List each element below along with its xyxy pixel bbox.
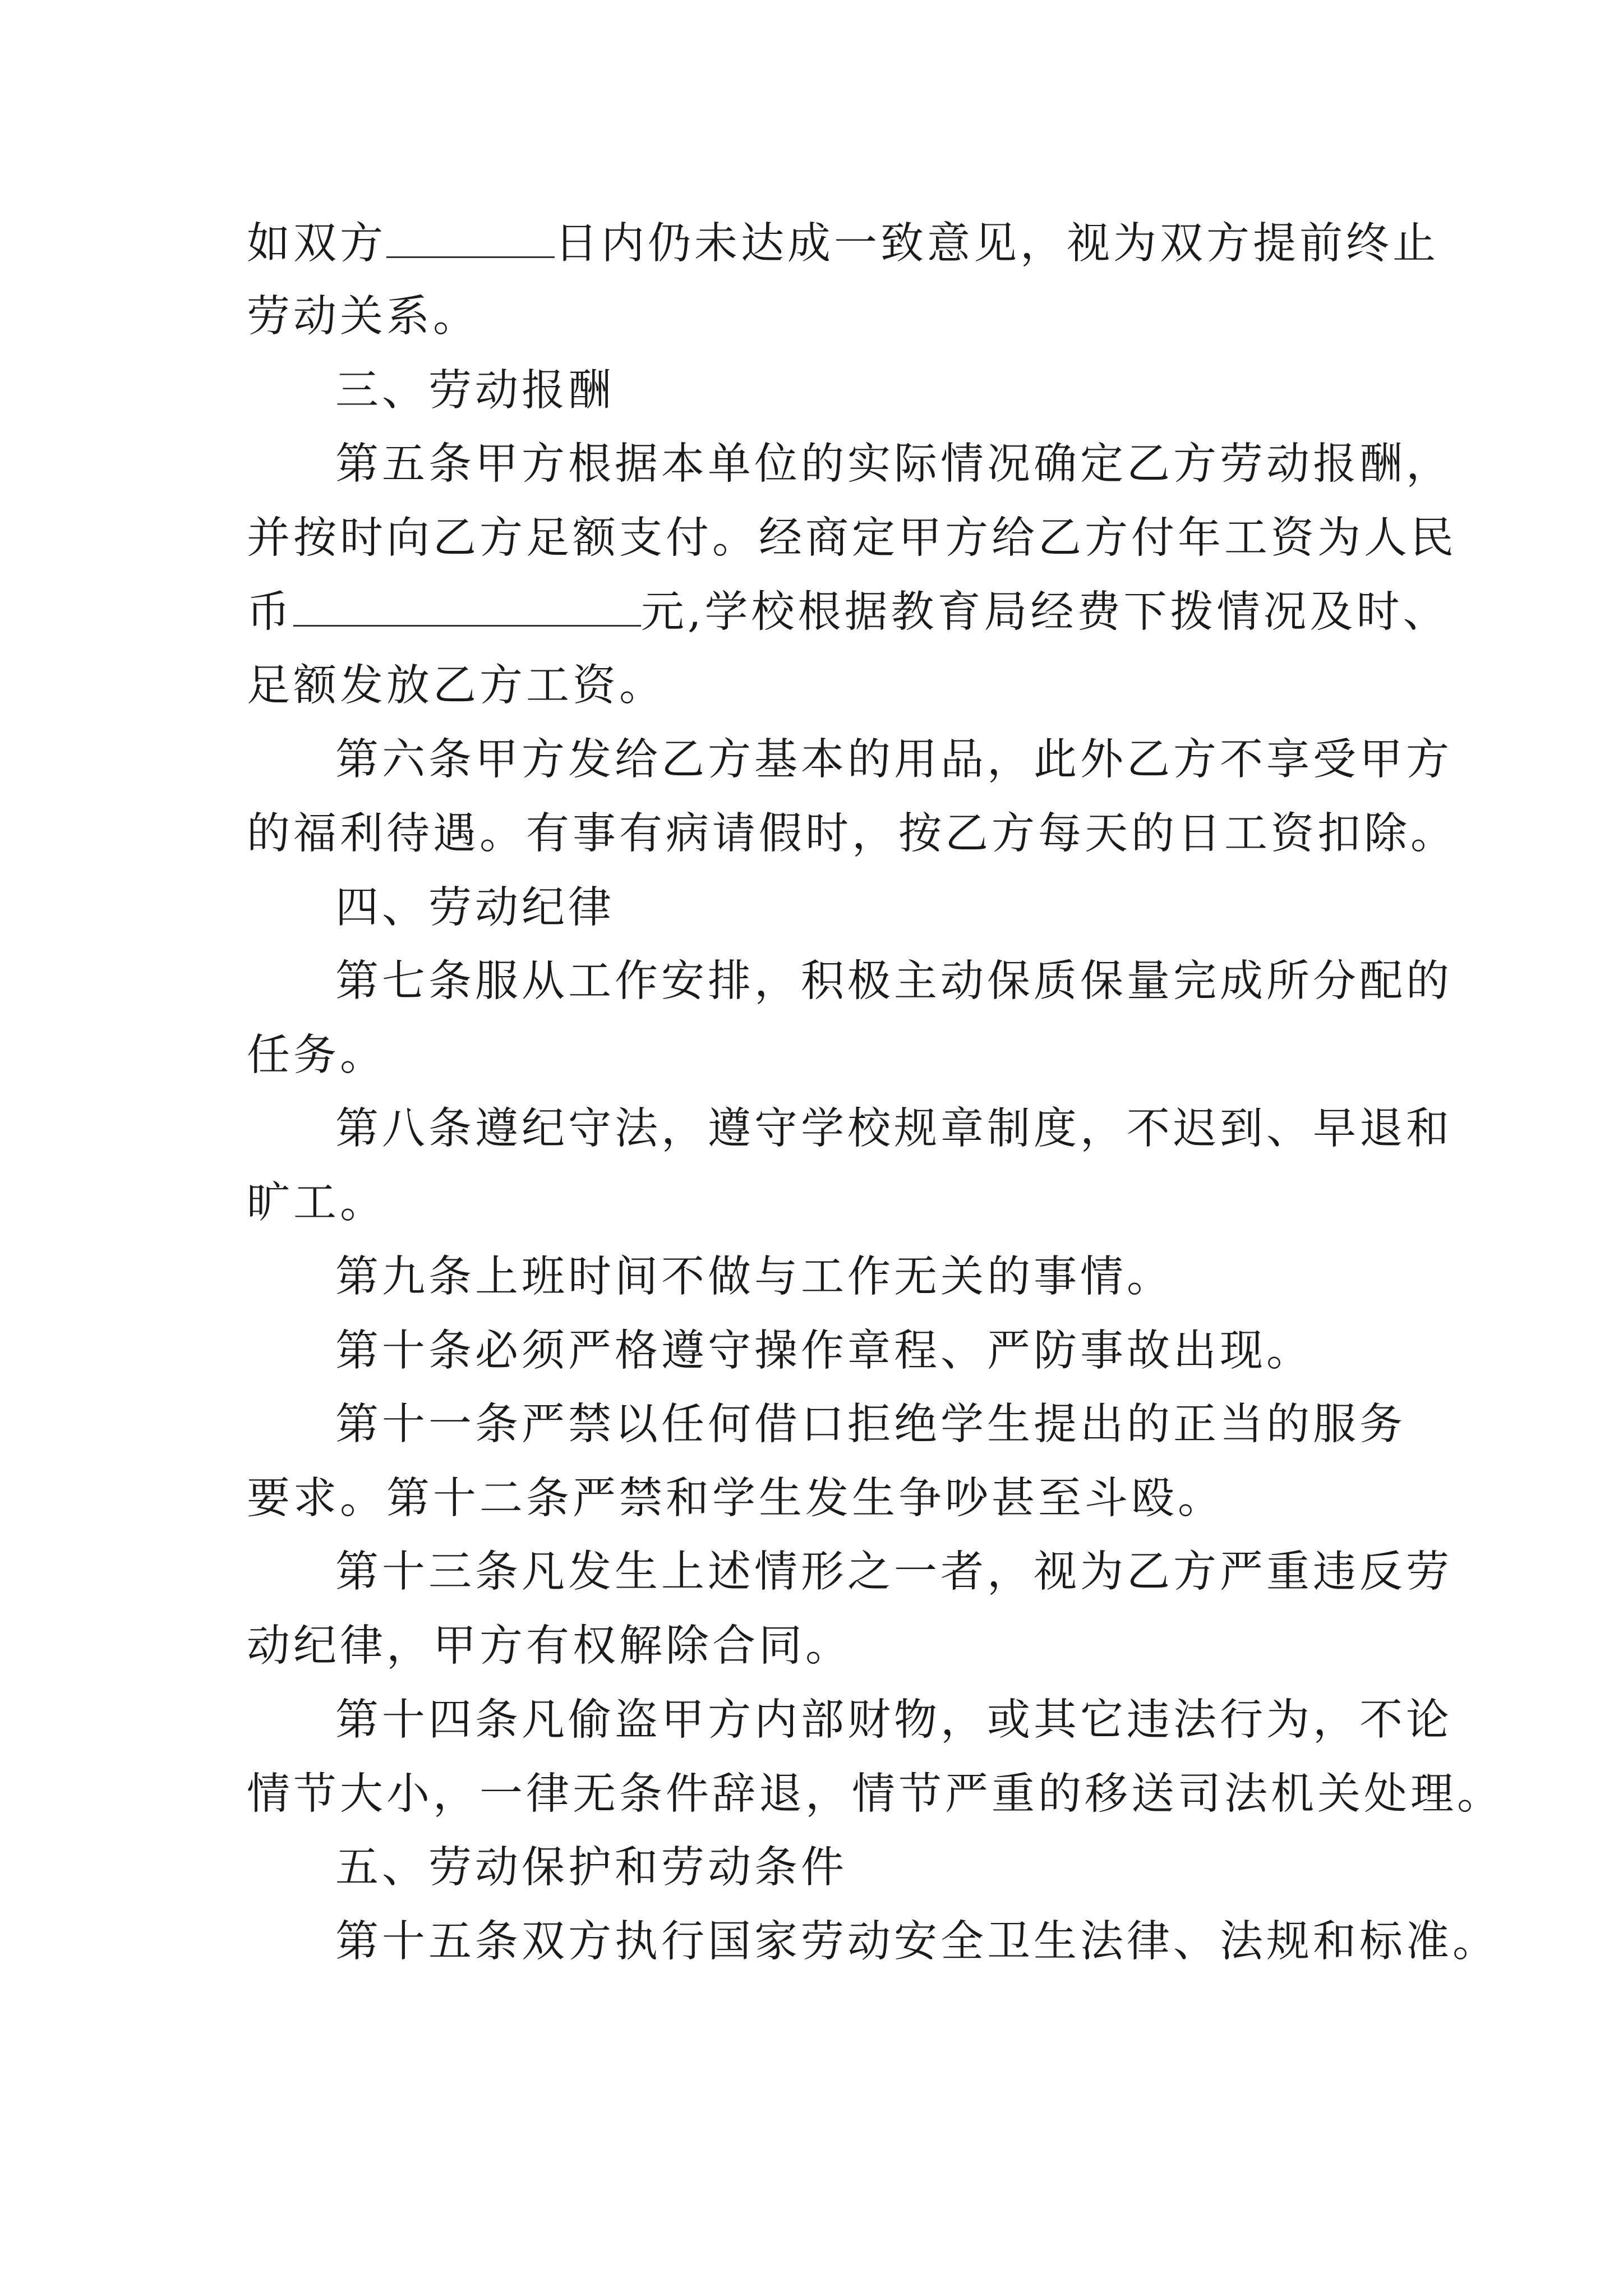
paragraph-line: 动纪律，甲方有权解除合同。 — [247, 1621, 852, 1671]
paragraph-line: 第九条上班时间不做与工作无关的事情。 — [335, 1252, 1173, 1302]
paragraph-line: 足额发放乙方工资。 — [247, 661, 666, 711]
fill-in-blank-salary[interactable] — [293, 586, 641, 627]
paragraph-line: 任务。 — [247, 1030, 386, 1080]
fill-in-blank-days[interactable] — [386, 217, 555, 258]
text-segment: 日内仍未达成一致意见，视为双方提前终止 — [555, 219, 1439, 269]
paragraph-line: 第十四条凡偷盗甲方内部财物，或其它违法行为，不论 — [335, 1695, 1453, 1745]
paragraph-line: 第十三条凡发生上述情形之一者，视为乙方严重违反劳 — [335, 1547, 1453, 1597]
section-heading: 三、劳动报酬 — [335, 366, 615, 416]
section-heading: 四、劳动纪律 — [335, 883, 615, 933]
paragraph-line: 旷工。 — [247, 1178, 386, 1228]
paragraph-line: 的福利待遇。有事有病请假时，按乙方每天的日工资扣除。 — [247, 809, 1457, 859]
paragraph-line: 第六条甲方发给乙方基本的用品，此外乙方不享受甲方 — [335, 735, 1453, 785]
text-segment: 如双方 — [247, 219, 386, 269]
paragraph-line: 第十五条双方执行国家劳动安全卫生法律、法规和标准。 — [335, 1917, 1499, 1967]
paragraph-line: 第八条遵纪守法，遵守学校规章制度，不迟到、早退和 — [335, 1104, 1453, 1154]
paragraph-line — [247, 210, 1439, 278]
paragraph-line: 情节大小，一律无条件辞退，情节严重的移送司法机关处理。 — [247, 1769, 1504, 1819]
paragraph-line: 并按时向乙方足额支付。经商定甲方给乙方付年工资为人民 — [247, 513, 1457, 563]
text-segment: 币 — [247, 587, 293, 637]
section-heading: 五、劳动保护和劳动条件 — [335, 1843, 847, 1893]
paragraph-line: 第七条服从工作安排，积极主动保质保量完成所分配的 — [335, 956, 1453, 1006]
paragraph-line — [247, 579, 1450, 646]
paragraph-line: 劳动关系。 — [247, 292, 479, 342]
text-segment: 元,学校根据教育局经费下拨情况及时、 — [641, 587, 1450, 637]
paragraph-line: 第十一条严禁以任何借口拒绝学生提出的正当的服务 — [335, 1400, 1406, 1450]
paragraph-line: 第五条甲方根据本单位的实际情况确定乙方劳动报酬， — [335, 439, 1453, 489]
paragraph-line: 要求。第十二条严禁和学生发生争吵甚至斗殴。 — [247, 1474, 1224, 1524]
paragraph-line: 第十条必须严格遵守操作章程、严防事故出现。 — [335, 1326, 1313, 1376]
